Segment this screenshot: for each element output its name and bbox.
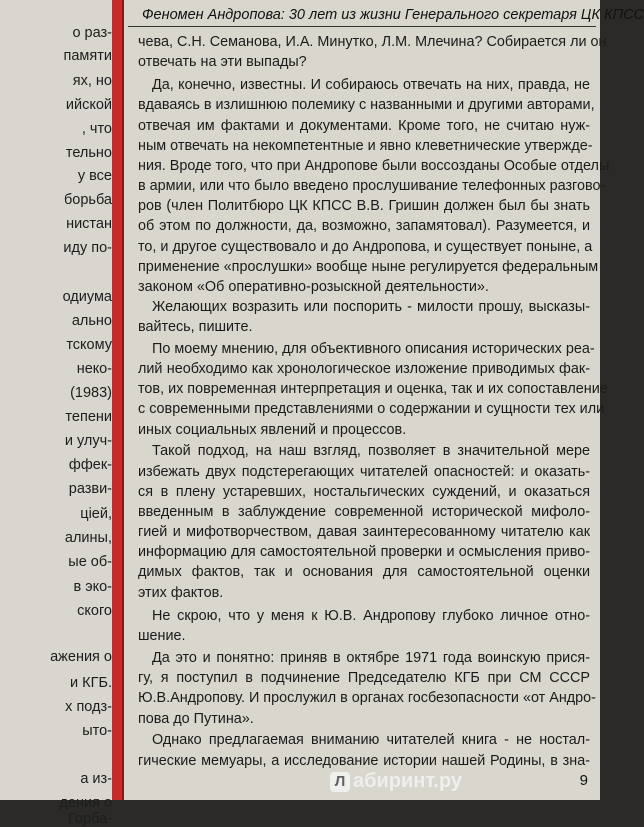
text-line: иных социальных явлений и процессов. <box>138 421 407 438</box>
left-page-line: и улуч- <box>64 433 112 449</box>
left-page-line: ыто- <box>82 723 112 739</box>
text-line: Не скрою, что у меня к Ю.В. Андропову глубоко личное отно- <box>152 608 590 625</box>
text-line: информацию для самостоятельной проверки и осмысления приво- <box>138 544 590 561</box>
left-page-line: у все <box>77 168 112 184</box>
text-line: то, и другое существовало и до Андропова, и существует поныне, а <box>138 238 593 255</box>
text-line: шение. <box>138 628 186 645</box>
watermark <box>330 770 462 793</box>
running-header: Феномен Андропова: 30 лет из жизни Генерального секретаря ЦК КПСС <box>142 7 644 23</box>
text-line: законом «Об оперативно-розыскной деятельности». <box>138 278 489 295</box>
left-page-line: ского <box>77 603 112 619</box>
left-page-line: , что <box>81 121 112 137</box>
text-line: в армии, или что было введено прослушивание телефонных разгово- <box>138 178 606 195</box>
left-page-line: алины, <box>64 530 112 546</box>
left-page-line: борьба <box>63 192 112 208</box>
text-line: гу, я поступил в подчинение Председателю КГБ при СМ СССР <box>138 670 590 687</box>
text-line: По моему мнению, для объективного описания исторических реа- <box>152 341 595 357</box>
text-line: ся в плену устаревших, ностальгических суждений, и оказаться <box>138 483 590 500</box>
text-line: применение «прослушки» вообще ныне регулируется федеральным <box>138 258 599 275</box>
left-page-line: одиума <box>62 289 112 305</box>
text-line: лий необходимо как хронологическое изложение приводимых фак- <box>138 361 590 378</box>
text-line: отвечать на эти выпады? <box>138 53 307 70</box>
text-line: чева, С.Н. Семанова, И.А. Минутко, Л.М. Млечина? Собирается ли он <box>138 33 607 50</box>
left-page-line: разви- <box>68 481 112 497</box>
left-page-line: в эко- <box>73 579 112 595</box>
left-page-line: а из- <box>80 771 112 787</box>
text-line: ным отвечать на некомпетентные и явно клеветнические утвержде- <box>138 137 593 154</box>
text-line: пова до Путина». <box>138 710 254 727</box>
left-page-line: некo- <box>76 361 112 377</box>
text-line: этих фактов. <box>138 584 224 601</box>
left-page-line: дения о <box>59 795 112 811</box>
text-line: гией и мифотворчеством, давая заинтересованному читателю как <box>138 524 590 541</box>
left-page-line: ажения о <box>50 649 112 665</box>
left-page-line: ально <box>71 313 112 329</box>
text-line: Да это и понятно: приняв в октябре 1971 года воинскую прися- <box>152 650 590 667</box>
left-page-line: памяти <box>63 48 112 64</box>
left-page-line: Горба- <box>68 811 112 827</box>
text-line: избежать двух подстерегающих читателей опасностей: и оказать- <box>138 463 590 480</box>
text-line: с современными представлениями о содержании и сущности тех или <box>138 401 605 418</box>
left-page-line: тельно <box>65 145 112 161</box>
text-line: тов, их повременная интерпретация и оценка, так и их сопоставление <box>138 381 608 398</box>
left-page-line: ях, но <box>72 73 112 89</box>
text-line: ния. Вроде того, что при Андропове были воссозданы Особые отделы <box>138 157 610 174</box>
page-number: 9 <box>579 772 588 789</box>
watermark-text: абиринт.ру <box>353 770 463 792</box>
text-line: ров (член Политбюро ЦК КПСС В.В. Гришин должен был бы знать <box>138 198 590 215</box>
left-page-line: тепени <box>65 409 112 425</box>
right-page <box>124 0 644 800</box>
text-line: вайтесь, пишите. <box>138 319 253 336</box>
left-page-line: иду по- <box>63 240 112 256</box>
text-line: Да, конечно, известны. И собираюсь отвечать на них, правда, не <box>152 77 590 94</box>
text-line: вдаваясь в излишнюю полемику с названными и другими авторами, <box>138 97 595 114</box>
left-page-line: нистан <box>66 216 112 232</box>
text-line: гические мемуары, а исследование истории нашей Родины, в зна- <box>138 752 590 769</box>
left-page-line: х подз- <box>65 699 112 715</box>
text-line: об этом по должности, да, возможно, запамятовал). Разумеется, и <box>138 218 590 235</box>
header-rule <box>128 26 596 27</box>
left-page-line: (1983) <box>70 385 112 401</box>
left-page-line: тскому <box>66 337 112 353</box>
text-line: димых фактов, так и основания для самостоятельной оценки <box>138 564 590 581</box>
text-line: Такой подход, на наш взгляд, позволяет в значительной мере <box>152 443 590 460</box>
text-line: введенным в заблуждение современной исторической мифоло- <box>138 503 590 520</box>
text-line: Однако предлагаемая вниманию читателей книга - не ностал- <box>152 732 590 749</box>
text-line: Ю.В.Андропову. И прослужил в органах госбезопасности «от Андро- <box>138 690 596 707</box>
left-page-line: ціей, <box>80 506 112 522</box>
left-page-line: и КГБ. <box>70 675 112 691</box>
left-page-line: ффек- <box>68 457 112 473</box>
text-line: отвечая им фактами и документами. Кроме того, не считаю нуж- <box>138 117 590 134</box>
text-line: Желающих возразить или поспорить - милости прошу, высказы- <box>152 299 590 315</box>
left-page-fragment <box>0 0 118 827</box>
left-page-line: о раз- <box>72 25 112 41</box>
left-page-line: ийской <box>65 97 112 113</box>
labirint-logo-icon: Л <box>330 772 350 792</box>
left-page-line: ые об- <box>68 554 112 570</box>
